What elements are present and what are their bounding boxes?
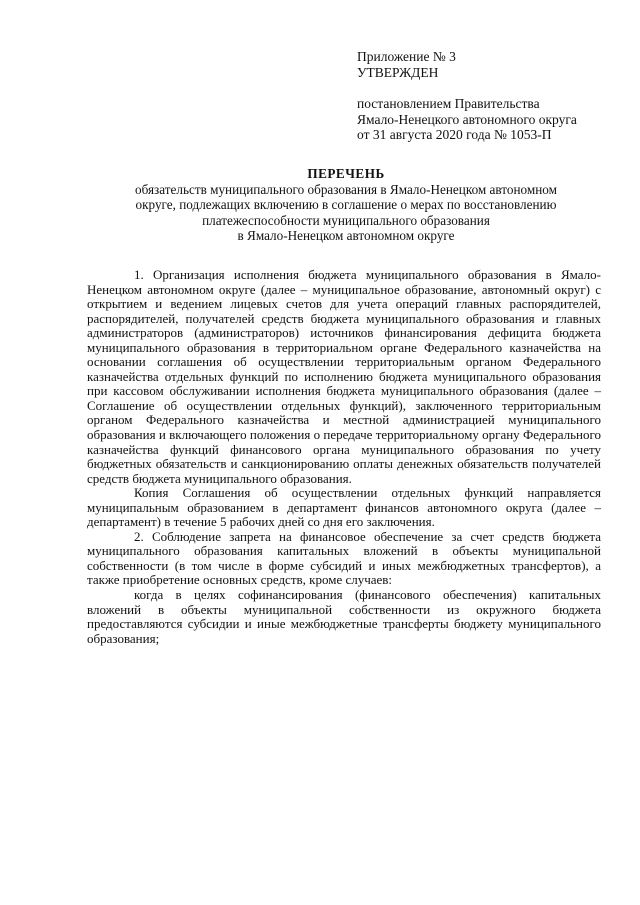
subtitle-line-1: обязательств муниципального образования в Ямало-Ненецком автономном: [135, 182, 557, 198]
paragraph-1: 1. Организация исполнения бюджета муниципального образования в Ямало-Ненецком автономном округе (далее – муниципальное образование, автономный округ) с открытием и ведением лицевых счетов для учета операций главных распорядителей, распорядителей, получателей средств бюджета муниципального образования и главных администраторов (администраторов) источников финансирования дефицита бюджета муниципального образования в территориальном органе Федерального казначейства на основании соглашения об осуществлении территориальным органом Федерального казначейства отдельных функций по исполнению бюджета муниципального образования при кассовом обслуживании исполнения бюджета муниципального образования (далее – Соглашение об осуществлении отдельных функций), заключенного территориальным органом Федерального казначейства и местной администрацией муниципального образования и включающего положения о передаче территориальному органу Федерального казначейства функций финансового органа муниципального образования по учету бюджетных обязательств и санкционированию оплаты денежных обязательств получателей средств бюджета муниципального образования.: [87, 267, 601, 486]
subtitle-line-2: округе, подлежащих включению в соглашение о мерах по восстановлению: [135, 197, 557, 213]
document-title: ПЕРЕЧЕНЬ: [307, 166, 385, 181]
approval-block: [357, 49, 577, 143]
subtitle-line-3: платежеспособности муниципального образования: [202, 212, 490, 228]
appendix-number: Приложение № 3: [357, 49, 456, 64]
decree-line-3: от 31 августа 2020 года № 1053-П: [357, 127, 552, 142]
decree-line-1: постановлением Правительства: [357, 96, 540, 111]
document-heading: [90, 166, 602, 243]
paragraph-4: когда в целях софинансирования (финансового обеспечения) капитальных вложений в объекты муниципальной собственности из окружного бюджета предоставляются субсидии и иные межбюджетные трансферты бюджету муниципального образования;: [87, 587, 601, 646]
document-body: [87, 268, 601, 646]
decree-line-2: Ямало-Ненецкого автономного округа: [357, 111, 577, 127]
subtitle-line-4: в Ямало-Ненецком автономном округе: [237, 227, 455, 243]
approved-label: УТВЕРЖДЕН: [357, 64, 439, 80]
approval-spacer: [357, 80, 577, 96]
paragraph-3: 2. Соблюдение запрета на финансовое обеспечение за счет средств бюджета муниципального образования капитальных вложений в объекты муниципальной собственности (в том числе в форме субсидий и иных межбюджетных трансфертов), а также приобретение основных средств, кроме случаев:: [87, 528, 601, 588]
paragraph-2: Копия Соглашения об осуществлении отдельных функций направляется муниципальным образованием в департамент финансов автономного округа (далее – департамент) в течение 5 рабочих дней со дня его заключения.: [87, 485, 601, 530]
